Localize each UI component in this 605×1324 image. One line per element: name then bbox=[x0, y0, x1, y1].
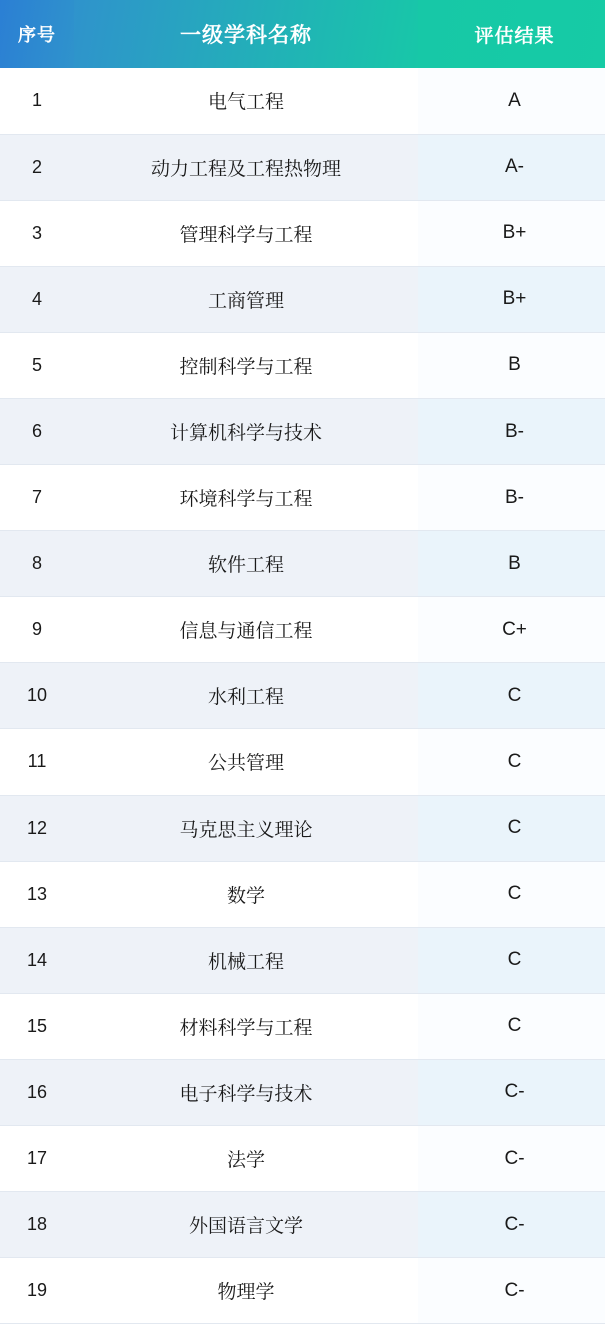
cell-discipline-name: 电子科学与技术 bbox=[74, 1059, 418, 1125]
cell-index: 8 bbox=[0, 531, 74, 597]
table-row bbox=[0, 398, 605, 464]
cell-evaluation-result: C bbox=[418, 663, 605, 729]
cell-index: 12 bbox=[0, 795, 74, 861]
cell-discipline-name: 软件工程 bbox=[74, 531, 418, 597]
cell-discipline-name: 控制科学与工程 bbox=[74, 332, 418, 398]
cell-index: 9 bbox=[0, 597, 74, 663]
cell-index: 18 bbox=[0, 1192, 74, 1258]
table-row bbox=[0, 1192, 605, 1258]
cell-evaluation-result: C+ bbox=[418, 597, 605, 663]
cell-discipline-name: 信息与通信工程 bbox=[74, 597, 418, 663]
cell-discipline-name: 动力工程及工程热物理 bbox=[74, 134, 418, 200]
cell-discipline-name: 计算机科学与技术 bbox=[74, 398, 418, 464]
cell-discipline-name: 数学 bbox=[74, 861, 418, 927]
table-row bbox=[0, 597, 605, 663]
table-row bbox=[0, 68, 605, 134]
cell-evaluation-result: B- bbox=[418, 465, 605, 531]
cell-discipline-name: 外国语言文学 bbox=[74, 1192, 418, 1258]
cell-discipline-name: 管理科学与工程 bbox=[74, 200, 418, 266]
cell-discipline-name: 物理学 bbox=[74, 1258, 418, 1324]
cell-evaluation-result: A bbox=[418, 68, 605, 134]
cell-index: 7 bbox=[0, 465, 74, 531]
table-header-row bbox=[0, 0, 605, 68]
table-row bbox=[0, 795, 605, 861]
cell-discipline-name: 马克思主义理论 bbox=[74, 795, 418, 861]
cell-evaluation-result: A- bbox=[418, 134, 605, 200]
table-row bbox=[0, 927, 605, 993]
cell-discipline-name: 机械工程 bbox=[74, 927, 418, 993]
cell-discipline-name: 水利工程 bbox=[74, 663, 418, 729]
cell-evaluation-result: C- bbox=[418, 1192, 605, 1258]
cell-index: 15 bbox=[0, 993, 74, 1059]
cell-index: 13 bbox=[0, 861, 74, 927]
cell-evaluation-result: B+ bbox=[418, 200, 605, 266]
column-header-index: 序号 bbox=[0, 0, 74, 68]
table-row bbox=[0, 465, 605, 531]
cell-evaluation-result: B bbox=[418, 332, 605, 398]
cell-evaluation-result: C- bbox=[418, 1126, 605, 1192]
table-row bbox=[0, 993, 605, 1059]
table-row bbox=[0, 531, 605, 597]
cell-evaluation-result: C bbox=[418, 729, 605, 795]
cell-index: 10 bbox=[0, 663, 74, 729]
cell-index: 4 bbox=[0, 266, 74, 332]
column-header-discipline-name: 一级学科名称 bbox=[74, 0, 418, 68]
table-row bbox=[0, 663, 605, 729]
cell-evaluation-result: C- bbox=[418, 1258, 605, 1324]
cell-index: 19 bbox=[0, 1258, 74, 1324]
cell-index: 17 bbox=[0, 1126, 74, 1192]
cell-evaluation-result: C bbox=[418, 927, 605, 993]
table-row bbox=[0, 266, 605, 332]
cell-evaluation-result: C bbox=[418, 993, 605, 1059]
cell-evaluation-result: B+ bbox=[418, 266, 605, 332]
table-row bbox=[0, 1126, 605, 1192]
cell-index: 11 bbox=[0, 729, 74, 795]
table-header bbox=[0, 0, 605, 68]
cell-evaluation-result: B- bbox=[418, 398, 605, 464]
cell-index: 16 bbox=[0, 1059, 74, 1125]
cell-index: 2 bbox=[0, 134, 74, 200]
cell-evaluation-result: C bbox=[418, 795, 605, 861]
cell-discipline-name: 工商管理 bbox=[74, 266, 418, 332]
table-row bbox=[0, 332, 605, 398]
cell-index: 3 bbox=[0, 200, 74, 266]
cell-discipline-name: 环境科学与工程 bbox=[74, 465, 418, 531]
cell-discipline-name: 法学 bbox=[74, 1126, 418, 1192]
table-row bbox=[0, 1059, 605, 1125]
cell-index: 14 bbox=[0, 927, 74, 993]
cell-discipline-name: 电气工程 bbox=[74, 68, 418, 134]
cell-evaluation-result: C- bbox=[418, 1059, 605, 1125]
column-header-evaluation-result: 评估结果 bbox=[418, 0, 605, 68]
cell-index: 5 bbox=[0, 332, 74, 398]
table-row bbox=[0, 729, 605, 795]
cell-index: 1 bbox=[0, 68, 74, 134]
cell-discipline-name: 公共管理 bbox=[74, 729, 418, 795]
table-row bbox=[0, 134, 605, 200]
table-row bbox=[0, 200, 605, 266]
table-row bbox=[0, 1258, 605, 1324]
cell-evaluation-result: B bbox=[418, 531, 605, 597]
table-body bbox=[0, 68, 605, 1324]
table-row bbox=[0, 861, 605, 927]
cell-evaluation-result: C bbox=[418, 861, 605, 927]
cell-discipline-name: 材料科学与工程 bbox=[74, 993, 418, 1059]
cell-index: 6 bbox=[0, 398, 74, 464]
